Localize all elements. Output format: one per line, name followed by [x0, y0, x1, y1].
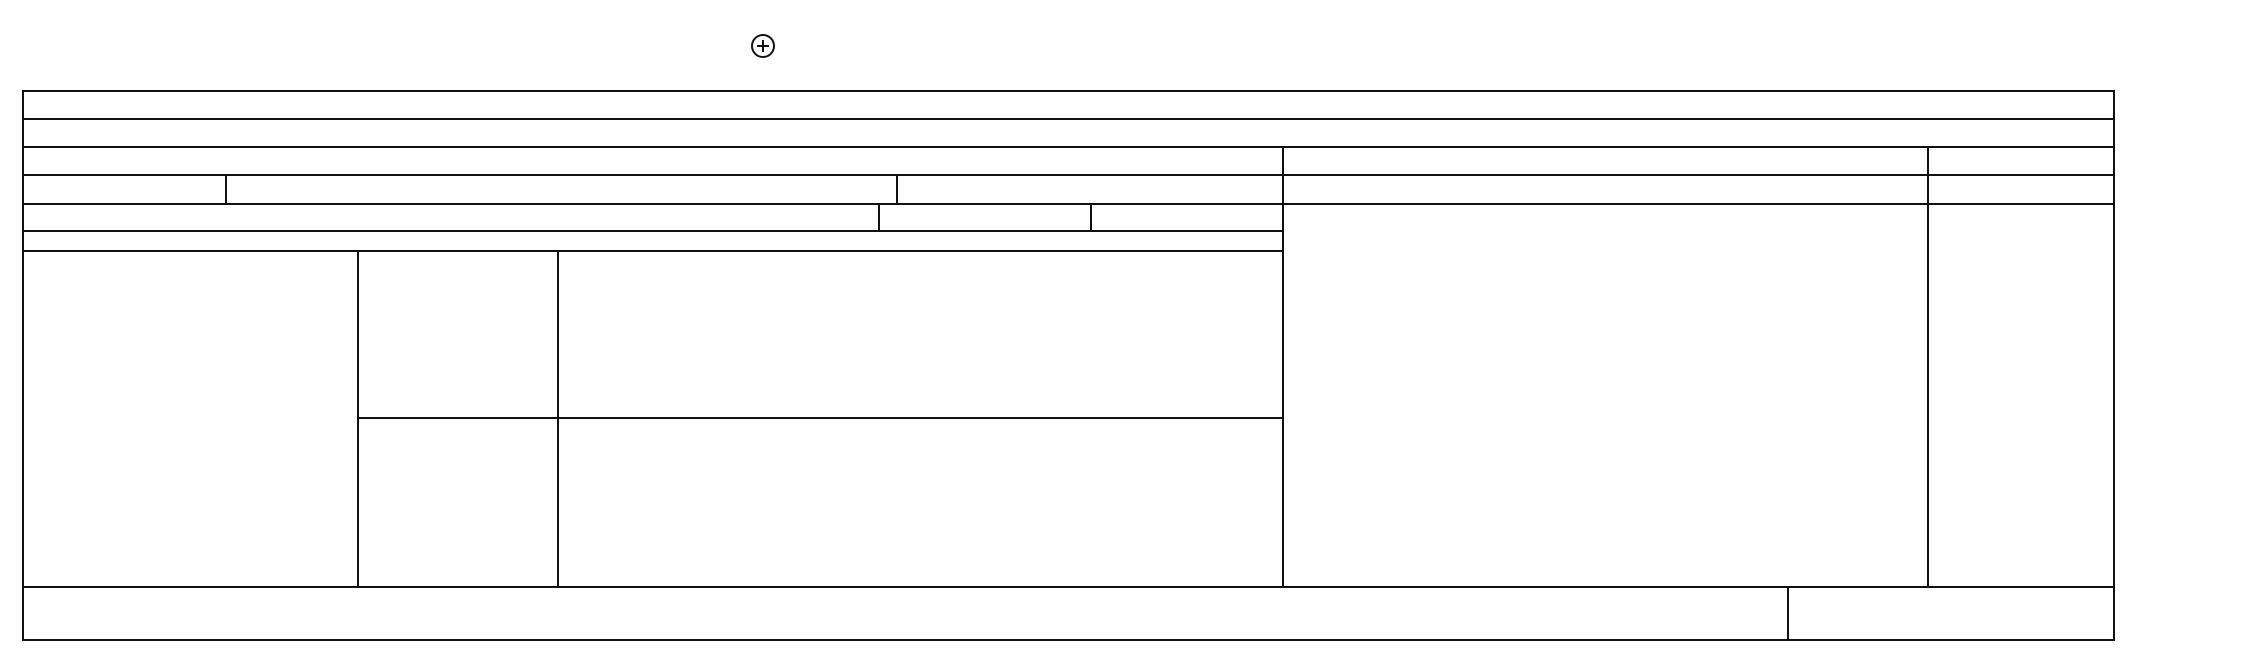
barcode [1313, 24, 1947, 80]
certipostal-logo [733, 30, 793, 78]
form-frame [22, 90, 2115, 641]
